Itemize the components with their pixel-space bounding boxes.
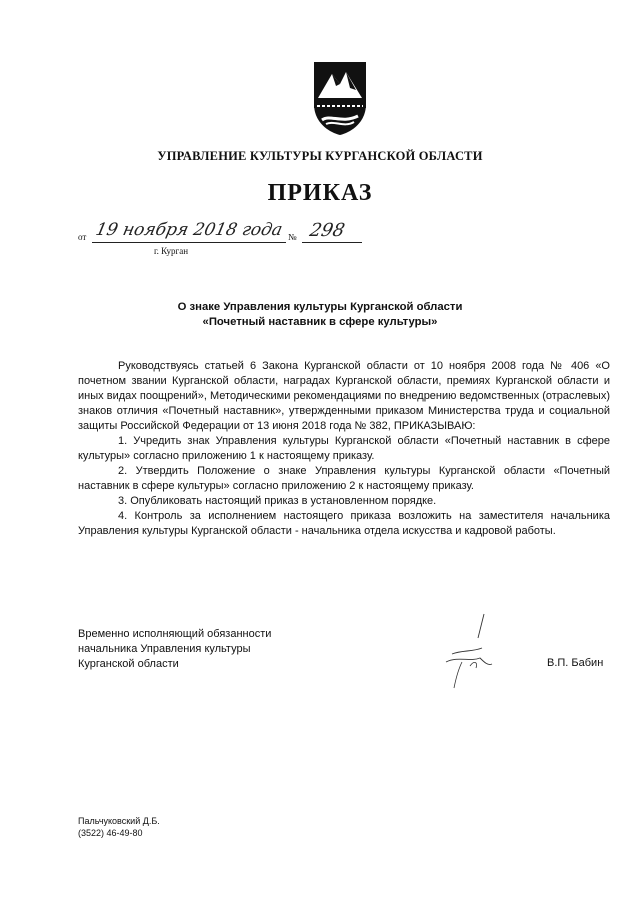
city-label: г. Курган xyxy=(154,246,189,256)
subject-line-1: О знаке Управления культуры Курганской области xyxy=(177,301,463,313)
preamble-paragraph: Руководствуясь статьей 6 Закона Курганской области от 10 ноября 2008 года № 406 «О почетном звании Курганской области, наградах Курганской области, премиях Курганской области и иных видах поощрений», Методическими рекомендациями по внедрению ведомственных (отраслевых) знаков отличия «Почетный наставник», утвержденными приказом Министерства труда и социальной защиты Российской Федерации от 13 июня 2018 года № 382, ПРИКАЗЫВАЮ: xyxy=(78,360,610,432)
signatory-line-1: Временно исполняющий обязанности xyxy=(78,628,272,640)
from-label: от xyxy=(78,232,87,242)
executor-name: Пальчуковский Д.Б. xyxy=(78,816,160,826)
executor-phone: (3522) 46-49-80 xyxy=(78,828,143,838)
order-item-2: 2. Утвердить Положение о знаке Управления культуры Курганской области «Почетный наставник в сфере культуры» согласно приложению 2 к настоящему приказу. xyxy=(78,465,610,492)
signer-name: В.П. Бабин xyxy=(547,657,604,669)
signatory-line-3: Курганской области xyxy=(78,658,179,670)
organization-title: УПРАВЛЕНИЕ КУЛЬТУРЫ КУРГАНСКОЙ ОБЛАСТИ xyxy=(157,149,483,163)
order-subject xyxy=(0,300,640,330)
order-item-3: 3. Опубликовать настоящий приказ в установленном порядке. xyxy=(118,495,437,507)
signatory-line-2: начальника Управления культуры xyxy=(78,643,251,655)
signatory-block xyxy=(78,627,378,672)
executor-footer xyxy=(78,815,160,839)
order-item-1: 1. Учредить знак Управления культуры Курганской области «Почетный наставник в сфере культуры» согласно приложению 1 к настоящему приказу. xyxy=(78,435,610,462)
number-underline xyxy=(302,242,362,243)
subject-line-2: «Почетный наставник в сфере культуры» xyxy=(202,316,438,328)
number-label: № xyxy=(288,232,297,242)
handwritten-number: 298 xyxy=(307,220,347,241)
date-underline xyxy=(92,242,286,243)
registration-line xyxy=(78,222,378,260)
handwritten-signature xyxy=(440,610,510,690)
order-body xyxy=(78,359,610,539)
coat-of-arms-emblem xyxy=(312,60,368,136)
document-type-title: ПРИКАЗ xyxy=(267,180,373,206)
handwritten-date: 19 ноября 2018 года xyxy=(93,220,285,240)
order-item-4: 4. Контроль за исполнением настоящего приказа возложить на заместителя начальника Управления культуры Курганской области - начальника отдела искусства и кадровой работы. xyxy=(78,510,610,537)
